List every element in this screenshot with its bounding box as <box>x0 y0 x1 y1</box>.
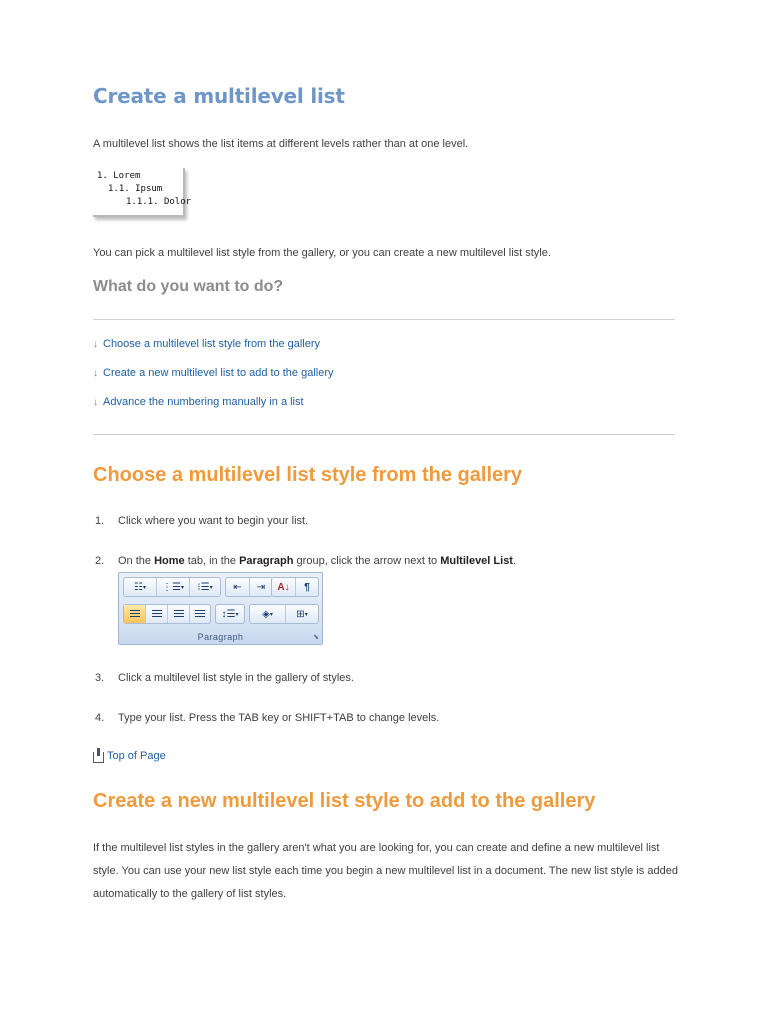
justify-icon <box>190 605 210 623</box>
page-title: Create a multilevel list <box>93 84 345 108</box>
step-number: 2. <box>95 555 105 567</box>
align-right-icon <box>168 605 190 623</box>
indent-button-group <box>225 577 273 597</box>
jump-link-create-new-list[interactable]: ↓ Create a new multilevel list to add to the gallery <box>93 367 334 379</box>
decrease-indent-icon: ⇤ <box>226 578 250 596</box>
align-left-icon <box>124 605 146 623</box>
show-formatting-marks-icon: ¶ <box>304 581 310 593</box>
example-level-3: 1.1.1. Dolor <box>126 197 192 207</box>
paragraph-ribbon-image <box>118 572 323 645</box>
down-arrow-icon: ↓ <box>93 367 98 379</box>
step-text: Type your list. Press the TAB key or SHIFT+TAB to change levels. <box>118 712 440 724</box>
step-text: On the Home tab, in the Paragraph group, click the arrow next to Multilevel List. <box>118 555 517 567</box>
center-icon <box>146 605 168 623</box>
divider <box>93 319 675 320</box>
paragraph-group-term: Paragraph <box>239 555 294 567</box>
divider <box>93 434 675 435</box>
list-button-group <box>123 577 221 597</box>
sort-marks-button-group <box>271 577 319 597</box>
multilevel-list-icon: ⁝☰ ▾ <box>197 581 213 593</box>
example-level-2: 1.1. Ipsum <box>108 184 163 194</box>
home-tab-term: Home <box>154 555 185 567</box>
step-number: 3. <box>95 672 105 684</box>
pick-style-text: You can pick a multilevel list style from the gallery, or you can create a new multilevel list style. <box>93 247 551 259</box>
jump-link-advance-numbering[interactable]: ↓ Advance the numbering manually in a list <box>93 396 304 408</box>
dialog-launcher-icon: ⬊ <box>313 634 319 641</box>
step-text: Click a multilevel list style in the gallery of styles. <box>118 672 354 684</box>
step-number: 1. <box>95 515 105 527</box>
top-of-page-link[interactable]: Top of Page <box>93 750 166 762</box>
jump-link-choose-style[interactable]: ↓ Choose a multilevel list style from the gallery <box>93 338 321 350</box>
borders-icon: ⊞ ▾ <box>296 608 308 620</box>
what-do-you-want-heading: What do you want to do? <box>93 278 284 295</box>
numbering-icon: ⋮☰ ▾ <box>157 578 190 596</box>
example-level-1: 1. Lorem <box>97 171 141 181</box>
intro-text: A multilevel list shows the list items at different levels rather than at one level. <box>93 138 469 150</box>
shading-borders-group <box>249 604 319 624</box>
step-number: 4. <box>95 712 105 724</box>
multilevel-list-example-image <box>93 168 192 217</box>
line-spacing-group <box>215 604 245 624</box>
multilevel-list-term: Multilevel List <box>440 555 513 567</box>
create-style-paragraph: If the multilevel list styles in the gallery aren't what you are looking for, you can create and define a new multilevel list style. You can use your new list style each time you begin a new multilevel list in a document. The new list style is added automatically to the gallery of list styles. <box>93 842 678 900</box>
increase-indent-icon: ⇥ <box>256 581 266 593</box>
up-arrow-tray-icon <box>93 752 104 763</box>
down-arrow-icon: ↓ <box>93 338 98 350</box>
down-arrow-icon: ↓ <box>93 396 98 408</box>
bullets-icon: ☷ ▾ <box>124 578 157 596</box>
step-text: Click where you want to begin your list. <box>118 515 309 527</box>
line-spacing-icon: ↕☰ ▾ <box>221 608 239 620</box>
section-heading-create-new-style: Create a new multilevel list style to add to the gallery <box>93 790 596 812</box>
section-heading-choose-style: Choose a multilevel list style from the gallery <box>93 464 523 486</box>
sort-icon: A↓ <box>272 578 296 596</box>
shading-icon: ◈ ▾ <box>250 605 286 623</box>
ribbon-group-label: Paragraph <box>197 632 244 642</box>
alignment-button-group <box>123 604 211 624</box>
